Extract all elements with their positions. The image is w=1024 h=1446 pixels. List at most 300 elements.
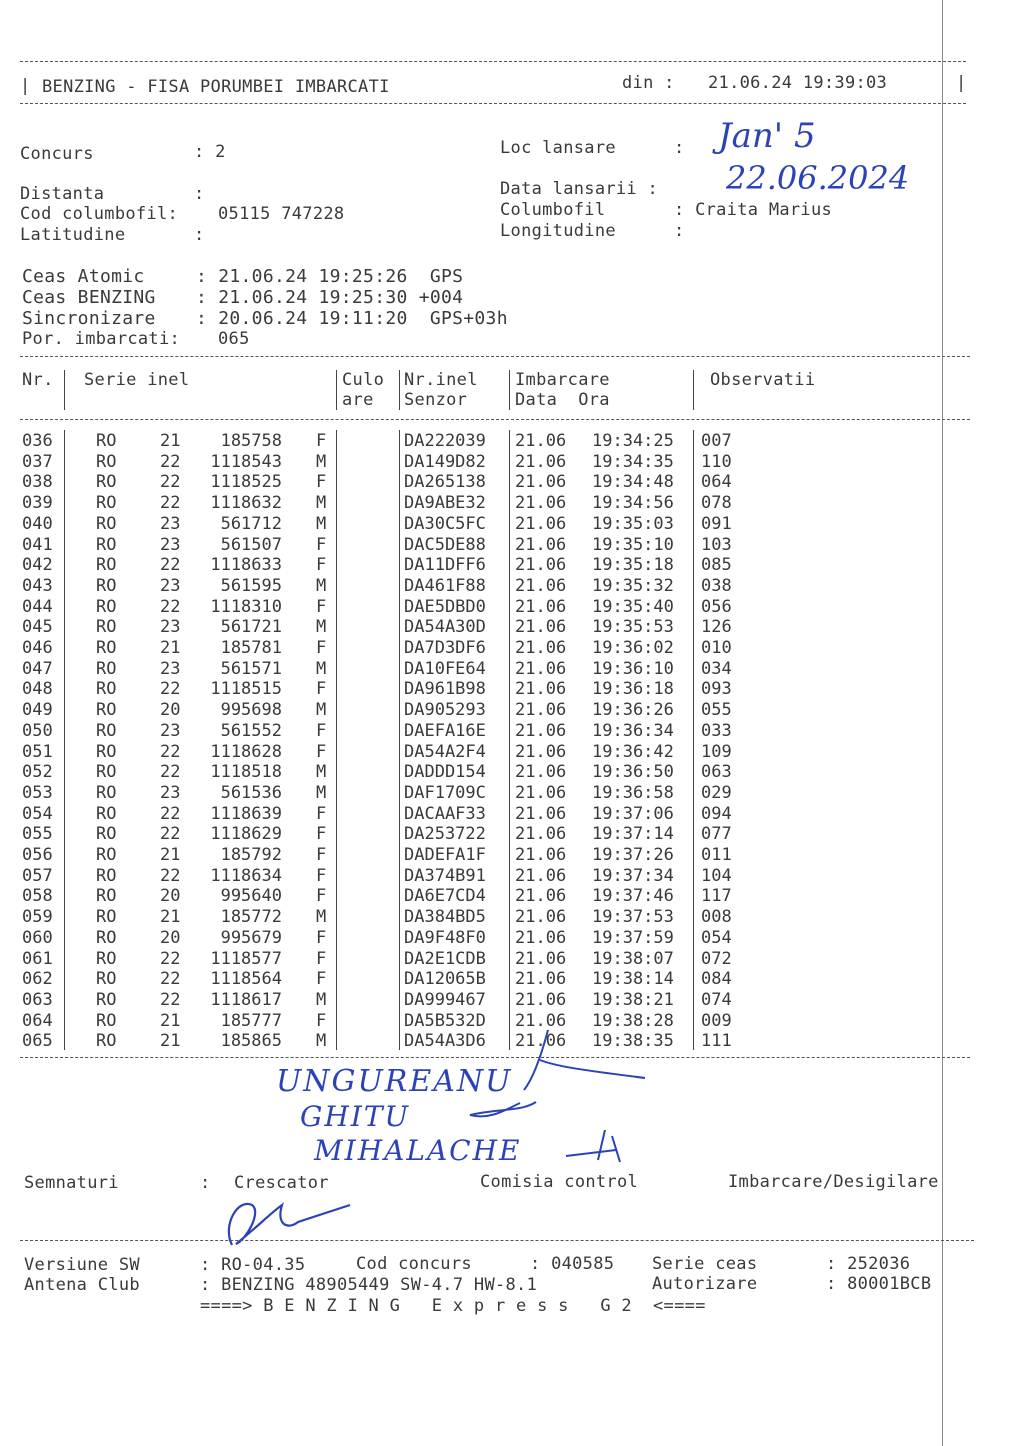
- latitudine-label: Latitudine: [20, 225, 126, 245]
- cell-time: 19:37:06: [592, 803, 674, 824]
- cell-senzor: DA905293: [404, 700, 486, 721]
- cell-time: 19:34:48: [592, 472, 674, 493]
- cell-num: 561552: [220, 720, 282, 741]
- cell-cc: RO: [96, 679, 117, 700]
- header-date-value: 21.06.24 19:39:03: [708, 73, 888, 93]
- cell-yr: 22: [160, 472, 181, 493]
- cell-num: 995679: [220, 927, 282, 948]
- cell-date: 21.06: [515, 762, 567, 783]
- cell-num: 561536: [220, 782, 282, 803]
- cell-yr: 21: [160, 1010, 181, 1031]
- cell-sex: F: [316, 969, 327, 990]
- cell-cc: RO: [96, 700, 117, 721]
- cell-cc: RO: [96, 617, 117, 638]
- cell-senzor: DA10FE64: [404, 658, 486, 679]
- cell-obs: 111: [701, 1031, 732, 1052]
- cell-cc: RO: [96, 762, 117, 783]
- cell-num: 561571: [220, 658, 282, 679]
- cell-senzor: DA5B532D: [404, 1010, 486, 1031]
- cell-num: 995640: [220, 886, 282, 907]
- loc-lansare-sep: :: [674, 138, 685, 158]
- cell-num: 1118564: [210, 969, 282, 990]
- cell-yr: 21: [160, 907, 181, 928]
- cell-sex: F: [316, 948, 327, 969]
- cell-obs: 077: [701, 824, 732, 845]
- cell-date: 21.06: [515, 865, 567, 886]
- cell-senzor: DA9ABE32: [404, 493, 486, 514]
- concurs-value: : 2: [194, 142, 226, 162]
- cell-num: 1118632: [210, 493, 282, 514]
- cell-senzor: DA54A30D: [404, 617, 486, 638]
- cell-yr: 22: [160, 969, 181, 990]
- cell-nr: 063: [22, 989, 53, 1010]
- handwritten-name-3: MIHALACHE: [314, 1134, 522, 1167]
- cell-sex: M: [316, 493, 327, 514]
- serie-ceas-value: : 252036: [826, 1254, 911, 1274]
- cell-num: 1118617: [210, 989, 282, 1010]
- cell-time: 19:37:53: [592, 907, 674, 928]
- cell-nr: 041: [22, 534, 53, 555]
- cell-obs: 033: [701, 720, 732, 741]
- cod-concurs-value: : 040585: [530, 1254, 615, 1274]
- versiune-sw-value: : RO-04.35: [200, 1255, 306, 1275]
- header-title: BENZING - FISA PORUMBEI IMBARCATI: [42, 77, 390, 97]
- cell-senzor: DA11DFF6: [404, 555, 486, 576]
- cell-obs: 011: [701, 845, 732, 865]
- cell-sex: F: [316, 865, 327, 886]
- cell-time: 19:37:46: [592, 886, 674, 907]
- cell-num: 561712: [220, 513, 282, 534]
- cell-date: 21.06: [515, 741, 567, 762]
- cell-date: 21.06: [515, 451, 567, 472]
- cell-time: 19:35:53: [592, 617, 674, 638]
- cod-concurs-label: Cod concurs: [356, 1254, 472, 1274]
- crescator-label: Crescator: [234, 1173, 329, 1193]
- cell-sex: M: [316, 513, 327, 534]
- cell-date: 21.06: [515, 886, 567, 907]
- cell-nr: 038: [22, 472, 53, 493]
- por-imbarcati-value: 065: [218, 329, 250, 349]
- cell-cc: RO: [96, 782, 117, 803]
- cell-num: 185781: [220, 638, 282, 658]
- header-date-label: din :: [622, 73, 675, 93]
- col-header-culoare-1: Culo: [342, 370, 385, 390]
- cell-sex: F: [316, 431, 327, 451]
- cell-sex: F: [316, 555, 327, 576]
- comisia-control-label: Comisia control: [480, 1172, 639, 1192]
- cell-nr: 060: [22, 927, 53, 948]
- cell-time: 19:36:02: [592, 638, 674, 658]
- cell-cc: RO: [96, 575, 117, 596]
- cell-senzor: DA149D82: [404, 451, 486, 472]
- data-lansarii-label: Data lansarii :: [500, 179, 659, 199]
- cell-date: 21.06: [515, 555, 567, 576]
- cell-time: 19:37:59: [592, 927, 674, 948]
- col-header-serie: Serie inel: [84, 370, 190, 390]
- cell-cc: RO: [96, 472, 117, 493]
- semnaturi-label: Semnaturi: [24, 1173, 119, 1193]
- cell-yr: 22: [160, 803, 181, 824]
- cell-nr: 055: [22, 824, 53, 845]
- autorizare-label: Autorizare: [652, 1274, 758, 1294]
- col-header-imbarcare-2: Data Ora: [515, 390, 610, 410]
- serie-ceas-label: Serie ceas: [652, 1254, 758, 1274]
- cell-nr: 039: [22, 493, 53, 514]
- cell-time: 19:38:28: [592, 1010, 674, 1031]
- cell-senzor: DACAAF33: [404, 803, 486, 824]
- columbofil-label: Columbofil: [500, 200, 606, 220]
- cell-yr: 20: [160, 927, 181, 948]
- ceas-benzing-label: Ceas BENZING: [22, 287, 156, 308]
- cell-time: 19:34:56: [592, 493, 674, 514]
- cell-cc: RO: [96, 451, 117, 472]
- cell-obs: 056: [701, 596, 732, 617]
- cell-cc: RO: [96, 927, 117, 948]
- cell-yr: 23: [160, 782, 181, 803]
- cell-cc: RO: [96, 534, 117, 555]
- cell-num: 1118628: [210, 741, 282, 762]
- cell-cc: RO: [96, 907, 117, 928]
- concurs-label: Concurs: [20, 144, 94, 164]
- cell-sex: F: [316, 824, 327, 845]
- cell-num: 185865: [220, 1031, 282, 1052]
- cell-obs: 078: [701, 493, 732, 514]
- cell-date: 21.06: [515, 720, 567, 741]
- cell-yr: 22: [160, 865, 181, 886]
- cell-time: 19:38:21: [592, 989, 674, 1010]
- cell-nr: 037: [22, 451, 53, 472]
- cell-obs: 055: [701, 700, 732, 721]
- cell-cc: RO: [96, 948, 117, 969]
- cell-cc: RO: [96, 513, 117, 534]
- cell-cc: RO: [96, 493, 117, 514]
- cell-yr: 23: [160, 513, 181, 534]
- cell-yr: 23: [160, 658, 181, 679]
- cell-date: 21.06: [515, 782, 567, 803]
- cell-senzor: DAC5DE88: [404, 534, 486, 555]
- cell-obs: 093: [701, 679, 732, 700]
- cell-cc: RO: [96, 741, 117, 762]
- cell-senzor: DA999467: [404, 989, 486, 1010]
- cell-yr: 21: [160, 638, 181, 658]
- cell-nr: 052: [22, 762, 53, 783]
- cell-sex: F: [316, 596, 327, 617]
- cell-obs: 091: [701, 513, 732, 534]
- cell-time: 19:36:18: [592, 679, 674, 700]
- cell-num: 1118543: [210, 451, 282, 472]
- cell-time: 19:38:14: [592, 969, 674, 990]
- cell-sex: M: [316, 1031, 327, 1052]
- cell-date: 21.06: [515, 700, 567, 721]
- cell-num: 185792: [220, 845, 282, 865]
- cell-date: 21.06: [515, 824, 567, 845]
- cell-sex: F: [316, 741, 327, 762]
- cell-num: 1118633: [210, 555, 282, 576]
- por-imbarcati-label: Por. imbarcati:: [22, 329, 181, 349]
- cell-obs: 008: [701, 907, 732, 928]
- cell-senzor: DA7D3DF6: [404, 638, 486, 658]
- cell-time: 19:38:07: [592, 948, 674, 969]
- cell-senzor: DA961B98: [404, 679, 486, 700]
- ceas-atomic-label: Ceas Atomic: [22, 266, 145, 287]
- handwritten-name-2: GHITU: [300, 1100, 411, 1133]
- autorizare-value: : 80001BCB: [826, 1274, 932, 1294]
- col-header-nr: Nr.: [22, 370, 54, 390]
- cell-num: 1118639: [210, 803, 282, 824]
- cell-time: 19:35:40: [592, 596, 674, 617]
- ceas-benzing-value: : 21.06.24 19:25:30 +004: [196, 287, 464, 308]
- longitudine-value: :: [674, 221, 685, 241]
- cell-obs: 084: [701, 969, 732, 990]
- cell-time: 19:35:18: [592, 555, 674, 576]
- cell-num: 1118634: [210, 865, 282, 886]
- cell-num: 185758: [220, 431, 282, 451]
- cell-senzor: DA9F48F0: [404, 927, 486, 948]
- handwritten-name-1: UNGUREANU: [276, 1064, 513, 1099]
- cell-sex: M: [316, 762, 327, 783]
- cell-yr: 21: [160, 845, 181, 865]
- cell-obs: 064: [701, 472, 732, 493]
- cell-cc: RO: [96, 845, 117, 865]
- cell-num: 561595: [220, 575, 282, 596]
- cell-nr: 064: [22, 1010, 53, 1031]
- cell-nr: 054: [22, 803, 53, 824]
- cell-cc: RO: [96, 1031, 117, 1052]
- cell-sex: M: [316, 575, 327, 596]
- cell-time: 19:37:34: [592, 865, 674, 886]
- cell-senzor: DA54A2F4: [404, 741, 486, 762]
- cell-senzor: DA54A3D6: [404, 1031, 486, 1052]
- cell-cc: RO: [96, 865, 117, 886]
- cell-cc: RO: [96, 989, 117, 1010]
- cell-sex: F: [316, 679, 327, 700]
- antena-club-value: : BENZING 48905449 SW-4.7 HW-8.1: [200, 1275, 538, 1295]
- cell-obs: 104: [701, 865, 732, 886]
- cell-sex: M: [316, 989, 327, 1010]
- cell-time: 19:36:10: [592, 658, 674, 679]
- cell-date: 21.06: [515, 803, 567, 824]
- cell-time: 19:36:58: [592, 782, 674, 803]
- cell-num: 185772: [220, 907, 282, 928]
- col-header-nrinel-2: Senzor: [404, 390, 468, 410]
- ceas-atomic-value: : 21.06.24 19:25:26 GPS: [196, 266, 464, 287]
- cell-time: 19:37:26: [592, 845, 674, 865]
- cell-senzor: DA12065B: [404, 969, 486, 990]
- cell-date: 21.06: [515, 969, 567, 990]
- cell-sex: M: [316, 617, 327, 638]
- cell-yr: 22: [160, 762, 181, 783]
- cell-obs: 074: [701, 989, 732, 1010]
- loc-lansare-handwritten: Jan' 5: [718, 116, 816, 156]
- sincronizare-label: Sincronizare: [22, 308, 156, 329]
- cell-senzor: DA374B91: [404, 865, 486, 886]
- cell-nr: 050: [22, 720, 53, 741]
- cell-cc: RO: [96, 1010, 117, 1031]
- cell-senzor: DA461F88: [404, 575, 486, 596]
- cell-sex: M: [316, 451, 327, 472]
- col-header-imbarcare-1: Imbarcare: [515, 370, 610, 390]
- cell-sex: M: [316, 658, 327, 679]
- cell-num: 1118515: [210, 679, 282, 700]
- cell-nr: 047: [22, 658, 53, 679]
- cell-nr: 042: [22, 555, 53, 576]
- cell-date: 21.06: [515, 989, 567, 1010]
- cell-obs: 029: [701, 782, 732, 803]
- cell-obs: 007: [701, 431, 732, 451]
- cell-date: 21.06: [515, 1031, 567, 1052]
- cell-num: 1118525: [210, 472, 282, 493]
- cell-date: 21.06: [515, 948, 567, 969]
- cell-senzor: DA2E1CDB: [404, 948, 486, 969]
- cell-obs: 103: [701, 534, 732, 555]
- cell-num: 995698: [220, 700, 282, 721]
- cell-nr: 053: [22, 782, 53, 803]
- cell-num: 1118518: [210, 762, 282, 783]
- cell-cc: RO: [96, 658, 117, 679]
- cell-date: 21.06: [515, 927, 567, 948]
- distanta-label: Distanta: [20, 184, 105, 204]
- latitudine-value: :: [194, 225, 205, 245]
- longitudine-label: Longitudine: [500, 221, 616, 241]
- columbofil-value: : Craita Marius: [674, 200, 833, 220]
- cell-yr: 22: [160, 741, 181, 762]
- cell-senzor: DADEFA1F: [404, 845, 486, 865]
- cell-obs: 034: [701, 658, 732, 679]
- cell-nr: 061: [22, 948, 53, 969]
- cell-date: 21.06: [515, 907, 567, 928]
- cell-sex: M: [316, 907, 327, 928]
- cell-time: 19:35:32: [592, 575, 674, 596]
- header-left-bar: |: [20, 76, 31, 96]
- cell-date: 21.06: [515, 493, 567, 514]
- cell-senzor: DA222039: [404, 431, 486, 451]
- cell-nr: 056: [22, 845, 53, 865]
- cell-yr: 22: [160, 451, 181, 472]
- cell-obs: 109: [701, 741, 732, 762]
- cod-columbofil-label: Cod columbofil:: [20, 204, 179, 224]
- cell-num: 1118310: [210, 596, 282, 617]
- cell-obs: 072: [701, 948, 732, 969]
- cell-date: 21.06: [515, 1010, 567, 1031]
- cell-nr: 048: [22, 679, 53, 700]
- cell-sex: F: [316, 472, 327, 493]
- cell-nr: 044: [22, 596, 53, 617]
- cell-yr: 22: [160, 989, 181, 1010]
- cell-time: 19:34:25: [592, 431, 674, 451]
- cell-yr: 22: [160, 555, 181, 576]
- cell-sex: M: [316, 782, 327, 803]
- cell-sex: F: [316, 927, 327, 948]
- cell-nr: 057: [22, 865, 53, 886]
- cell-date: 21.06: [515, 617, 567, 638]
- cell-obs: 063: [701, 762, 732, 783]
- cell-obs: 054: [701, 927, 732, 948]
- cell-senzor: DA253722: [404, 824, 486, 845]
- cell-cc: RO: [96, 555, 117, 576]
- cell-sex: F: [316, 638, 327, 658]
- cell-senzor: DA384BD5: [404, 907, 486, 928]
- cell-date: 21.06: [515, 658, 567, 679]
- cell-date: 21.06: [515, 575, 567, 596]
- cell-time: 19:36:34: [592, 720, 674, 741]
- cell-yr: 23: [160, 720, 181, 741]
- cell-date: 21.06: [515, 513, 567, 534]
- cell-nr: 046: [22, 638, 53, 658]
- cell-sex: F: [316, 720, 327, 741]
- cell-nr: 059: [22, 907, 53, 928]
- header-right-bar: |: [956, 73, 967, 93]
- cell-nr: 045: [22, 617, 53, 638]
- cell-obs: 110: [701, 451, 732, 472]
- cell-num: 1118577: [210, 948, 282, 969]
- cell-senzor: DAEFA16E: [404, 720, 486, 741]
- cell-date: 21.06: [515, 638, 567, 658]
- data-lansarii-handwritten: 22.06.2024: [726, 159, 910, 197]
- cell-time: 19:38:35: [592, 1031, 674, 1052]
- cell-time: 19:35:10: [592, 534, 674, 555]
- cell-time: 19:34:35: [592, 451, 674, 472]
- cell-sex: F: [316, 1010, 327, 1031]
- versiune-sw-label: Versiune SW: [24, 1255, 140, 1275]
- cell-sex: F: [316, 886, 327, 907]
- cell-sex: F: [316, 534, 327, 555]
- cell-obs: 010: [701, 638, 732, 658]
- cell-yr: 20: [160, 886, 181, 907]
- cell-yr: 22: [160, 824, 181, 845]
- cell-cc: RO: [96, 720, 117, 741]
- cell-obs: 085: [701, 555, 732, 576]
- cell-date: 21.06: [515, 431, 567, 451]
- cell-obs: 009: [701, 1010, 732, 1031]
- cell-yr: 20: [160, 700, 181, 721]
- cell-num: 1118629: [210, 824, 282, 845]
- cell-sex: F: [316, 803, 327, 824]
- cell-date: 21.06: [515, 845, 567, 865]
- footer-top-rule: [20, 1240, 974, 1241]
- cell-time: 19:36:50: [592, 762, 674, 783]
- cell-yr: 23: [160, 534, 181, 555]
- cell-sex: M: [316, 700, 327, 721]
- cell-cc: RO: [96, 638, 117, 658]
- cell-nr: 065: [22, 1031, 53, 1052]
- cell-cc: RO: [96, 824, 117, 845]
- cell-yr: 21: [160, 1031, 181, 1052]
- cell-cc: RO: [96, 431, 117, 451]
- cell-yr: 23: [160, 617, 181, 638]
- cell-time: 19:36:26: [592, 700, 674, 721]
- cell-yr: 22: [160, 596, 181, 617]
- cell-senzor: DAE5DBD0: [404, 596, 486, 617]
- cell-cc: RO: [96, 803, 117, 824]
- cell-time: 19:35:03: [592, 513, 674, 534]
- cell-nr: 036: [22, 431, 53, 451]
- distanta-value: :: [194, 184, 205, 204]
- cell-obs: 117: [701, 886, 732, 907]
- cell-obs: 038: [701, 575, 732, 596]
- cell-nr: 062: [22, 969, 53, 990]
- cell-obs: 126: [701, 617, 732, 638]
- semnaturi-sep: :: [200, 1173, 211, 1193]
- cell-senzor: DA6E7CD4: [404, 886, 486, 907]
- col-header-culoare-2: are: [342, 390, 374, 410]
- imbarcare-desigilare-label: Imbarcare/Desigilare: [728, 1172, 939, 1192]
- cod-columbofil-value: 05115 747228: [218, 204, 345, 224]
- cell-nr: 043: [22, 575, 53, 596]
- cell-cc: RO: [96, 596, 117, 617]
- cell-time: 19:36:42: [592, 741, 674, 762]
- cell-num: 561507: [220, 534, 282, 555]
- cell-senzor: DADDD154: [404, 762, 486, 783]
